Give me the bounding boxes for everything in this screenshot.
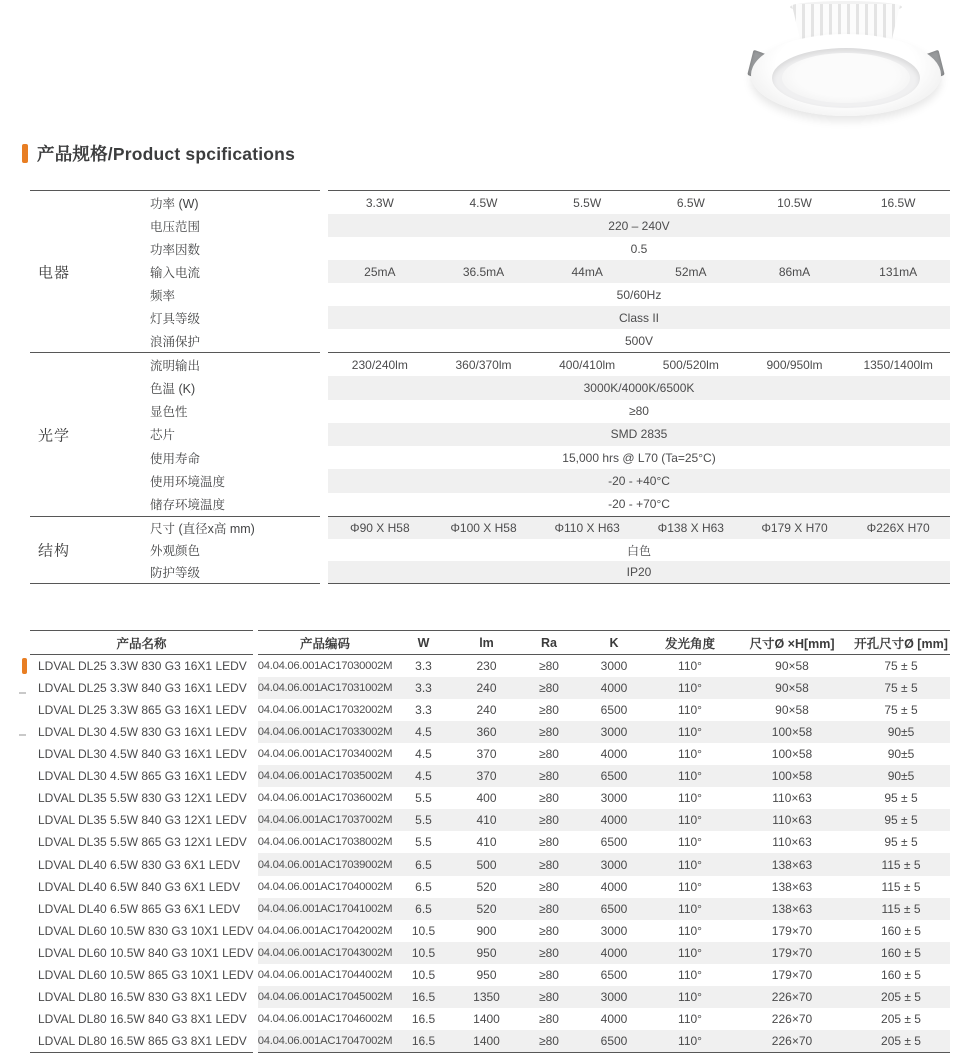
spec-row-label: 功率 (W) [150,196,199,211]
table-cell: 110° [678,681,702,696]
table-cell: ≥80 [539,989,559,1004]
spec-section-label: 电器 [38,264,71,281]
table-cell: 10.5 [411,967,436,982]
table-cell: 205 ± 5 [881,1033,921,1048]
table-row [30,809,950,831]
table-cell: 90±5 [887,747,915,762]
table-cell: 110° [678,967,702,982]
spec-value-cell: 52mA [675,264,707,279]
product-code-cell: 04.04.06.001AC17034002M [257,748,393,761]
spec-span-value: IP20 [328,561,950,583]
product-code-cell: 04.04.06.001AC17043002M [257,946,393,959]
spec-row-label: 功率因数 [150,242,201,257]
product-code-cell: 04.04.06.001AC17031002M [257,682,393,695]
table-row [30,765,950,787]
table-cell: 115 ± 5 [881,901,921,916]
table-cell: 110° [678,769,702,784]
table-cell: 75 ± 5 [884,659,918,674]
product-table-body [30,655,950,1052]
spec-value-cell: 400/410lm [559,357,616,372]
col-header: Ra [541,635,557,650]
spec-value-cell: Φ179 X H70 [761,521,828,535]
product-code-cell: 04.04.06.001AC17037002M [257,814,393,827]
table-cell: 410 [476,813,497,828]
spec-span-value: 0.5 [630,241,648,256]
table-row [30,986,950,1008]
product-name-cell: LDVAL DL30 4.5W 840 G3 16X1 LEDV [38,747,247,762]
product-name-cell: LDVAL DL25 3.3W 840 G3 16X1 LEDV [38,681,247,696]
table-cell: 3000 [600,923,628,938]
table-cell: ≥80 [539,681,559,696]
table-row [30,1008,950,1030]
product-code-cell: 04.04.06.001AC17041002M [257,902,393,915]
spec-value-cell: 10.5W [777,195,812,210]
table-cell: 110° [678,813,702,828]
product-name-cell: LDVAL DL60 10.5W 865 G3 10X1 LEDV [38,967,254,982]
table-row [30,699,950,721]
table-cell: ≥80 [539,659,559,674]
product-code-cell: 04.04.06.001AC17033002M [257,726,393,739]
table-cell: 10.5 [411,923,436,938]
table-cell: ≥80 [539,769,559,784]
product-code-cell: 04.04.06.001AC17030002M [257,660,393,673]
table-cell: ≥80 [539,703,559,718]
spec-value-cell: 1350/1400lm [863,357,933,372]
table-cell: ≥80 [539,813,559,828]
table-cell: 4000 [600,1011,628,1026]
table-cell: 160 ± 5 [881,945,921,960]
table-cell: 900 [476,923,497,938]
stray-mark [19,692,26,694]
title-accent-bar-icon [22,144,28,163]
product-name-cell: LDVAL DL40 6.5W 840 G3 6X1 LEDV [38,879,241,894]
table-cell: 90×58 [775,659,809,674]
spec-section-label: 结构 [38,542,71,560]
table-cell: 3.3 [415,703,432,718]
section-title [22,141,295,166]
product-name-cell: LDVAL DL80 16.5W 830 G3 8X1 LEDV [38,989,247,1004]
table-cell: 138×63 [771,857,813,872]
product-code-cell: 04.04.06.001AC17046002M [257,1012,393,1025]
spec-row-label: 芯片 [150,428,176,443]
table-cell: 6.5 [415,879,432,894]
spec-span-value: 15,000 hrs @ L70 (Ta=25°C) [562,450,716,465]
table-cell: 5.5 [415,813,432,828]
table-row [30,677,950,699]
spec-span-value: -20 - +70°C [608,497,670,512]
spec-table-bottom-rule [30,583,950,584]
spec-table [30,190,950,584]
table-cell: 240 [476,681,497,696]
spec-span-value: 3000K/4000K/6500K [328,376,950,399]
downlight-product-photo [748,4,944,116]
spec-value-cell: Φ226X H70 [866,521,930,535]
table-cell: 75 ± 5 [884,681,918,696]
spec-row-label: 电压范围 [150,219,201,234]
spec-value-cell: 6.5W [676,195,705,210]
spec-value-cell: 131mA [879,264,918,279]
product-name-cell: LDVAL DL60 10.5W 830 G3 10X1 LEDV [38,923,254,938]
spec-value-cell: 230/240lm [351,357,408,372]
table-row [30,655,950,677]
spec-value-cell: 25mA [364,264,396,279]
table-cell: 110° [678,901,702,916]
product-name-cell: LDVAL DL40 6.5W 865 G3 6X1 LEDV [38,901,241,916]
spec-value-cell: Φ100 X H58 [450,521,517,535]
product-name-cell: LDVAL DL25 3.3W 830 G3 16X1 LEDV [38,659,247,674]
table-cell: ≥80 [539,901,559,916]
spec-row-label: 流明输出 [150,358,201,373]
table-cell: 110° [678,703,702,718]
table-cell: 110° [678,945,702,960]
table-cell: 4.5 [415,725,432,740]
product-name-cell: LDVAL DL60 10.5W 840 G3 10X1 LEDV [38,945,254,960]
table-cell: 16.5 [411,1033,436,1048]
product-code-cell: 04.04.06.001AC17032002M [257,704,393,717]
spec-value-cell: 500/520lm [662,357,719,372]
spec-row-label: 灯具等级 [150,311,201,326]
col-header: 开孔尺寸Ø [mm] [854,636,948,651]
table-cell: 520 [476,901,497,916]
table-cell: 226×70 [771,1011,813,1026]
product-name-cell: LDVAL DL80 16.5W 840 G3 8X1 LEDV [38,1011,247,1026]
table-cell: 230 [476,659,497,674]
product-name-cell: LDVAL DL80 16.5W 865 G3 8X1 LEDV [38,1033,247,1048]
table-cell: 1350 [473,989,500,1004]
spec-span-value: SMD 2835 [328,423,950,446]
spec-values-row [328,353,950,376]
table-cell: ≥80 [539,879,559,894]
spec-row-label: 外观颜色 [150,544,201,558]
col-header: 发光角度 [664,636,715,651]
table-cell: 110×63 [772,791,812,806]
table-cell: 6.5 [415,857,432,872]
product-table [30,630,950,1053]
table-cell: 4000 [600,813,628,828]
spec-values-row [328,191,950,214]
spec-row-label: 显色性 [150,405,188,420]
table-cell: 100×58 [771,725,813,740]
product-code-cell: 04.04.06.001AC17044002M [257,968,393,981]
table-cell: ≥80 [539,747,559,762]
table-cell: 100×58 [771,747,813,762]
table-cell: 110° [678,1011,702,1026]
table-cell: ≥80 [539,1011,559,1026]
product-name-cell: LDVAL DL35 5.5W 865 G3 12X1 LEDV [38,835,247,850]
spec-values-row [328,260,950,283]
table-cell: 95 ± 5 [884,791,918,806]
table-cell: ≥80 [539,1033,559,1048]
table-cell: 950 [476,967,497,982]
spec-span-value: Class II [328,306,950,329]
spec-value-cell: 5.5W [573,195,602,210]
table-cell: 110° [678,879,702,894]
table-cell: 4000 [600,945,628,960]
table-cell: 4.5 [415,747,432,762]
table-cell: 110° [678,989,702,1004]
spec-value-cell: Φ138 X H63 [657,521,724,535]
product-code-cell: 04.04.06.001AC17045002M [257,990,393,1003]
spec-span-value: 50/60Hz [616,287,662,302]
spec-span-value: 白色 [626,543,651,558]
table-cell: 226×70 [771,1033,813,1048]
table-cell: 360 [476,725,497,740]
product-name-cell: LDVAL DL30 4.5W 865 G3 16X1 LEDV [38,769,247,784]
spec-row-label: 频率 [150,288,176,303]
spec-span-value: 220 – 240V [328,214,950,237]
table-cell: 3.3 [415,681,432,696]
spec-row-label: 输入电流 [150,265,201,280]
spec-value-cell: 16.5W [880,195,916,210]
spec-value-cell: Φ90 X H58 [350,521,410,535]
table-cell: 6500 [600,703,628,718]
first-row-accent-tick [22,658,27,674]
product-table-header [30,630,950,655]
table-cell: ≥80 [539,967,559,982]
spec-value-cell: 4.5W [469,195,498,210]
spec-section-label: 光学 [38,427,71,444]
table-cell: 110° [678,857,702,872]
spec-span-value: 500V [624,333,654,348]
table-cell: 90×58 [775,681,809,696]
table-cell: 90×58 [775,703,809,718]
table-cell: 6.5 [415,901,432,916]
product-name-cell: LDVAL DL25 3.3W 865 G3 16X1 LEDV [38,703,247,718]
table-cell: 110° [678,835,702,850]
spec-value-cell: 86mA [778,264,811,279]
table-cell: 3000 [600,857,628,872]
table-cell: 5.5 [415,791,432,806]
table-cell: 1400 [473,1033,500,1048]
table-cell: 115 ± 5 [881,879,921,894]
spec-values-row [328,517,950,539]
table-cell: 95 ± 5 [884,835,918,850]
spec-value-cell: 360/370lm [455,357,512,372]
table-cell: ≥80 [539,791,559,806]
table-cell: 370 [476,747,497,762]
spec-value-cell: 3.3W [365,195,394,210]
table-cell: 3000 [600,725,628,740]
col-header: 产品编码 [299,636,350,651]
col-header: K [609,635,619,650]
spec-value-cell: 44mA [571,264,603,279]
product-code-cell: 04.04.06.001AC17035002M [257,770,393,783]
spec-row-label: 使用寿命 [150,451,201,466]
table-row [30,898,950,920]
spec-span-value: -20 - +40°C [328,469,950,492]
table-cell: 3.3 [415,659,432,674]
product-name-cell: LDVAL DL35 5.5W 840 G3 12X1 LEDV [38,813,247,828]
product-code-cell: 04.04.06.001AC17047002M [257,1034,393,1047]
table-row [30,743,950,765]
table-cell: ≥80 [539,835,559,850]
table-cell: 1400 [473,1011,500,1026]
table-cell: 179×70 [771,923,813,938]
table-cell: 110° [678,1033,702,1048]
table-row [30,920,950,942]
page-title: 产品规格/Product spcifications [37,144,296,164]
table-cell: 3000 [600,791,628,806]
spec-row-label: 防护等级 [150,566,201,580]
spec-value-cell: Φ110 X H63 [554,521,620,535]
table-cell: 226×70 [771,989,813,1004]
table-cell: 5.5 [415,835,432,850]
table-cell: 205 ± 5 [881,989,921,1004]
table-row [30,1030,950,1052]
product-name-cell: LDVAL DL30 4.5W 830 G3 16X1 LEDV [38,725,247,740]
table-cell: 160 ± 5 [881,923,921,938]
table-cell: 4.5 [415,769,432,784]
product-name-cell: LDVAL DL35 5.5W 830 G3 12X1 LEDV [38,791,247,806]
table-cell: 205 ± 5 [881,1011,921,1026]
table-cell: 90±5 [887,769,915,784]
table-cell: 6500 [600,835,628,850]
col-header: W [417,635,430,650]
spec-row-label: 储存环境温度 [150,498,226,513]
table-cell: 95 ± 5 [884,813,918,828]
table-cell: 4000 [600,681,628,696]
spec-value-cell: 36.5mA [462,264,505,279]
table-cell: 179×70 [771,945,813,960]
table-cell: 3000 [600,659,628,674]
table-cell: 4000 [600,879,628,894]
table-row [30,721,950,743]
table-cell: 100×58 [771,769,813,784]
table-row [30,876,950,898]
spec-section [30,190,950,352]
table-cell: 115 ± 5 [881,857,921,872]
stray-mark [19,734,26,736]
table-cell: 90±5 [887,725,915,740]
table-cell: ≥80 [539,857,559,872]
table-cell: 179×70 [771,967,813,982]
table-row [30,853,950,875]
table-cell: ≥80 [539,725,559,740]
downlight-lens [782,53,910,103]
col-header: 尺寸Ø ×H[mm] [749,636,835,651]
spec-section [30,516,950,583]
spec-row-label: 使用环境温度 [150,475,226,490]
product-code-cell: 04.04.06.001AC17039002M [257,858,393,871]
table-cell: 110×63 [772,835,812,850]
table-cell: 10.5 [411,945,436,960]
table-row [30,787,950,809]
table-row [30,942,950,964]
table-cell: 240 [476,703,497,718]
spec-row-label: 浪涌保护 [150,334,201,349]
table-cell: 160 ± 5 [881,967,921,982]
table-cell: 950 [476,945,497,960]
table-row [30,831,950,853]
table-cell: 16.5 [411,1011,436,1026]
table-cell: 6500 [600,1033,628,1048]
table-cell: 110° [678,659,702,674]
table-cell: 6500 [600,769,628,784]
table-cell: 3000 [600,989,628,1004]
table-cell: 110° [678,923,702,938]
table-cell: 110° [678,747,702,762]
table-cell: 110° [678,725,702,740]
table-cell: 110° [678,791,702,806]
product-code-cell: 04.04.06.001AC17040002M [257,880,393,893]
spec-value-cell: 900/950lm [766,357,823,372]
table-cell: 110×63 [772,813,812,828]
table-cell: 16.5 [411,989,436,1004]
table-cell: 75 ± 5 [884,703,918,718]
spec-row-label: 尺寸 (直径x高 mm) [150,522,255,536]
table-cell: 400 [476,791,497,806]
table-cell: 138×63 [771,901,813,916]
table-cell: 500 [476,857,497,872]
table-cell: 410 [476,835,497,850]
product-code-cell: 04.04.06.001AC17042002M [257,924,393,937]
col-header: lm [479,635,494,650]
table-cell: 370 [476,769,497,784]
table-cell: 4000 [600,747,628,762]
table-cell: 520 [476,879,497,894]
table-cell: 6500 [600,901,628,916]
product-code-cell: 04.04.06.001AC17038002M [257,836,393,849]
table-row [30,964,950,986]
product-name-cell: LDVAL DL40 6.5W 830 G3 6X1 LEDV [38,857,241,872]
table-cell: 138×63 [771,879,813,894]
product-code-cell: 04.04.06.001AC17036002M [257,792,393,805]
spec-row-label: 色温 (K) [150,381,196,396]
spec-section [30,352,950,516]
product-table-bottom-rule [30,1052,950,1053]
table-cell: 6500 [600,967,628,982]
spec-span-value: ≥80 [629,404,649,419]
table-cell: ≥80 [539,923,559,938]
table-cell: ≥80 [539,945,559,960]
col-header-product-name: 产品名称 [30,630,253,655]
